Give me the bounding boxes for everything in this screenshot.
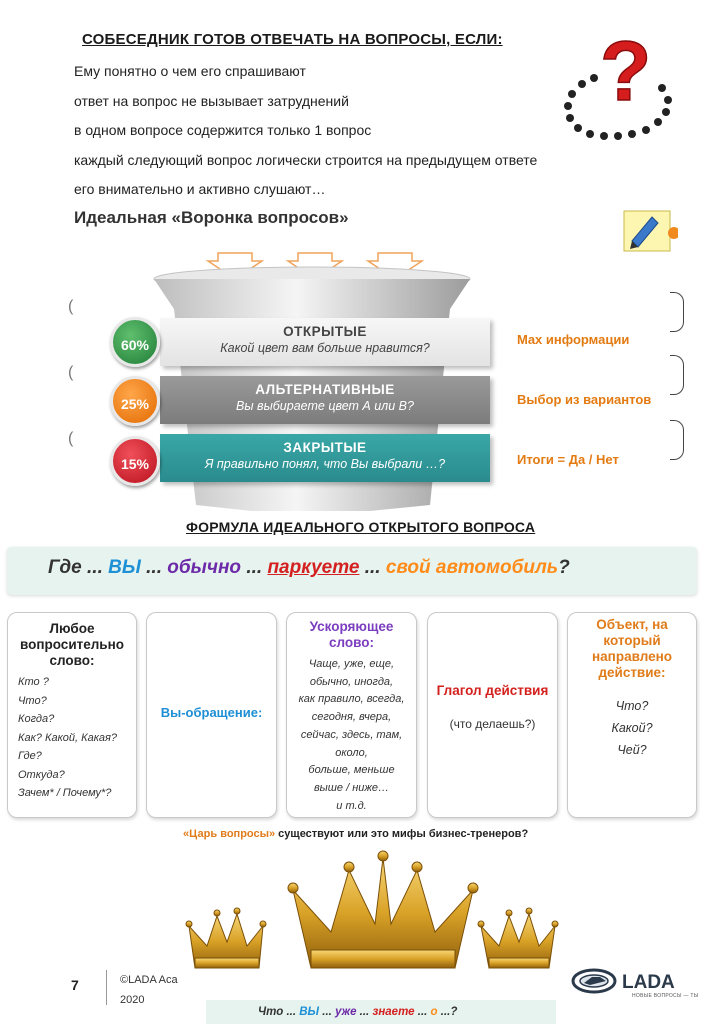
- level-example: Я правильно понял, что Вы выбрали …?: [204, 457, 446, 471]
- copyright-year: 2020: [120, 994, 145, 1006]
- percent-badge: 25%: [110, 376, 160, 426]
- formula-word: паркуете: [267, 557, 360, 578]
- formula-separator: ...: [246, 557, 263, 578]
- formula-end: ...?: [440, 1006, 458, 1018]
- formula-word: Что: [258, 1006, 284, 1018]
- level-title: ЗАКРЫТЫЕ: [283, 440, 367, 455]
- formula-word: ВЫ: [108, 557, 141, 578]
- verb-box: [427, 612, 558, 818]
- crowns-illustration: [183, 850, 583, 980]
- list-item: и т.д.: [336, 799, 367, 812]
- box-list: [568, 695, 696, 761]
- object-box: [567, 612, 697, 818]
- level-result: Итоги = Да / Нет: [517, 452, 619, 467]
- box-title: Глагол действия: [436, 683, 549, 698]
- box-list: [287, 656, 416, 815]
- paren-decoration: (: [68, 430, 74, 447]
- level-example: Вы выбираете цвет А или В?: [236, 399, 414, 413]
- formula-word: знаете: [372, 1006, 415, 1018]
- crown-icon: [478, 908, 558, 968]
- paren-decoration: (: [68, 364, 74, 381]
- copyright: ©LADA Aca: [120, 974, 178, 986]
- crown-icon: [186, 908, 266, 968]
- pencil-note-icon: [622, 207, 678, 255]
- condition-item: его внимательно и активно слушают…: [74, 181, 326, 197]
- condition-item: каждый следующий вопрос логически строится на предыдущем ответе: [74, 152, 538, 168]
- list-item: Где?: [18, 750, 42, 762]
- formula-word: обычно: [167, 557, 242, 578]
- list-item: около,: [335, 746, 368, 759]
- formula-separator: ...: [364, 557, 381, 578]
- formula-sentence: [48, 557, 570, 579]
- brace-decoration: [670, 355, 684, 395]
- footer-divider: [106, 970, 107, 1005]
- formula-word: ВЫ: [299, 1006, 320, 1018]
- box-title: Вы-обращение:: [160, 705, 263, 720]
- level-result: Выбор из вариантов: [517, 392, 652, 407]
- box-title: Ускоряющее слово:: [309, 619, 394, 650]
- formula-word: Где: [48, 557, 82, 578]
- funnel-level-closed: [160, 434, 490, 482]
- condition-item: ответ на вопрос не вызывает затруднений: [74, 93, 349, 109]
- level-result: Max информации: [517, 332, 630, 347]
- svg-text:?: ?: [600, 24, 652, 118]
- brace-decoration: [670, 292, 684, 332]
- level-example: Какой цвет вам больше нравится?: [220, 341, 430, 355]
- formula-title: ФОРМУЛА ИДЕАЛЬНОГО ОТКРЫТОГО ВОПРОСА: [186, 519, 536, 535]
- page-title: СОБЕСЕДНИК ГОТОВ ОТВЕЧАТЬ НА ВОПРОСЫ, ЕСЛИ:: [82, 31, 503, 48]
- formula-word: уже: [335, 1006, 357, 1018]
- percent-badge: 15%: [110, 436, 160, 486]
- list-item: как правило, всегда,: [298, 693, 405, 706]
- crown-icon: [288, 851, 478, 968]
- brace-decoration: [670, 420, 684, 460]
- box-title: Любое вопросительно слово:: [19, 621, 125, 668]
- svg-text:LADA: LADA: [622, 972, 675, 993]
- list-item: Откуда?: [18, 768, 65, 781]
- list-item: Чаще, уже, еще,: [308, 658, 395, 670]
- list-item: Зачем* / Почему*?: [18, 787, 112, 799]
- list-item: Как? Какой, Какая?: [18, 731, 118, 744]
- condition-item: в одном вопросе содержится только 1 вопрос: [74, 122, 372, 138]
- level-title: АЛЬТЕРНАТИВНЫЕ: [255, 382, 395, 397]
- formula-separator: ...: [146, 557, 162, 578]
- list-item: выше / ниже…: [313, 781, 390, 794]
- formula-separator: ...: [322, 1006, 332, 1018]
- formula-word: свой автомобиль: [385, 557, 559, 578]
- level-title: ОТКРЫТЫЕ: [283, 324, 367, 339]
- list-item: Что?: [615, 699, 649, 713]
- question-word-box: [7, 612, 137, 818]
- list-item: обычно, иногда,: [309, 675, 394, 688]
- lada-slogan: НОВЫЕ ВОПРОСЫ — ТЫ: [632, 993, 699, 999]
- list-item: Кто ?: [18, 676, 49, 688]
- list-item: Что?: [18, 694, 47, 707]
- formula-end: ?: [558, 557, 570, 578]
- box-list: [8, 673, 136, 803]
- formula-separator: ...: [359, 1006, 370, 1018]
- formula-word: о: [430, 1006, 438, 1018]
- list-item: Когда?: [18, 713, 55, 725]
- paren-decoration: (: [68, 298, 74, 315]
- list-item: Какой?: [611, 721, 653, 735]
- accelerator-box: [286, 612, 417, 818]
- funnel-level-open: [160, 318, 490, 366]
- page-number: 7: [71, 977, 79, 993]
- list-item: Чей?: [617, 743, 647, 757]
- bottom-formula: [258, 1006, 457, 1018]
- percent-badge: 60%: [110, 317, 160, 367]
- crown-question-rest: существуют или это мифы бизнес-тренеров?: [275, 828, 529, 840]
- list-item: сегодня, вчера,: [311, 711, 392, 724]
- condition-item: Ему понятно о чем его спрашивают: [74, 63, 306, 79]
- box-title: Объект, на который направлено действие:: [592, 617, 672, 680]
- list-item: сейчас, здесь, там,: [300, 728, 403, 741]
- formula-separator: ...: [286, 1006, 297, 1018]
- formula-separator: ...: [87, 557, 103, 578]
- funnel-level-alternative: [160, 376, 490, 424]
- crown-question-quoted: «Царь вопросы»: [183, 828, 276, 840]
- funnel-title: Идеальная «Воронка вопросов»: [74, 208, 349, 227]
- list-item: больше, меньше: [308, 764, 395, 777]
- crown-question: [183, 828, 528, 840]
- box-subtitle: (что делаешь?): [449, 717, 536, 731]
- question-mark-icon: [560, 22, 680, 142]
- you-address-box: [146, 612, 277, 818]
- formula-separator: ...: [417, 1006, 428, 1018]
